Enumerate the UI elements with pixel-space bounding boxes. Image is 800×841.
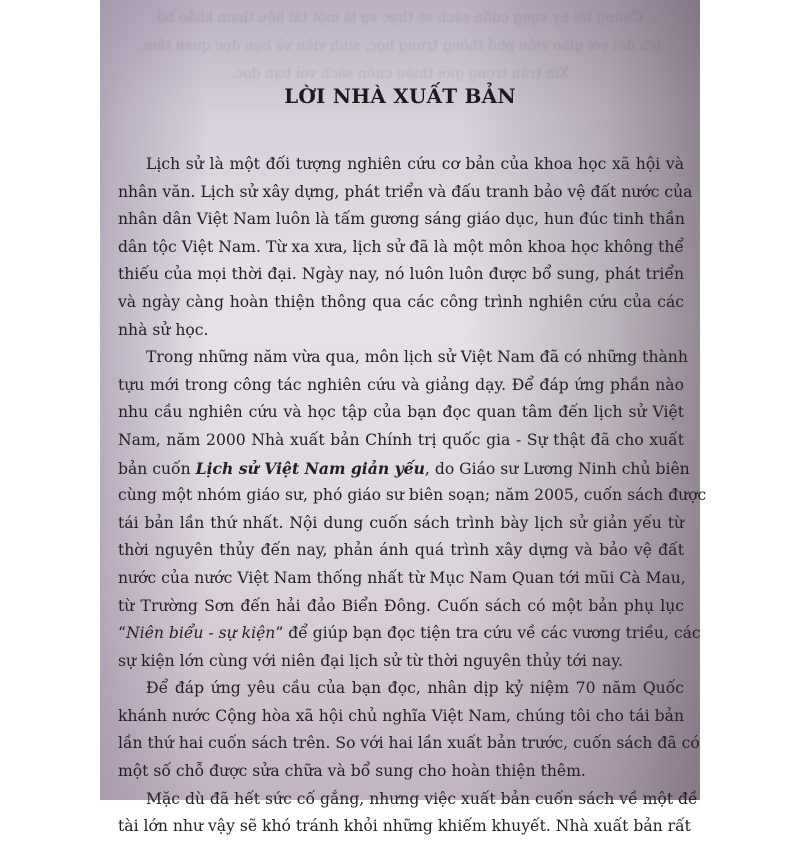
book-title: Lịch sử Việt Nam giản yếu — [195, 458, 425, 478]
paragraph-2 — [118, 344, 707, 675]
text-line: sự kiện lớn cùng với niên đại lịch sử từ thời nguyên thủy tới nay. — [118, 651, 623, 670]
text-line: Nam, năm 2000 Nhà xuất bản Chính trị quốc gia - Sự thật đã cho xuất — [118, 430, 684, 449]
text-fragment: ” để giúp bạn đọc tiện tra cứu về các vương triều, các — [275, 624, 701, 643]
paragraph-3 — [118, 675, 700, 785]
text-line: Để đáp ứng yêu cầu của bạn đọc, nhân dịp kỷ niệm 70 năm Quốc — [146, 679, 684, 698]
paragraph-4 — [118, 786, 698, 841]
text-line: tài lớn như vậy sẽ khó tránh khỏi những khiếm khuyết. Nhà xuất bản rất — [118, 817, 691, 836]
text-line: Lịch sử là một đối tượng nghiên cứu cơ bản của khoa học xã hội và — [146, 155, 684, 173]
text-line: Mặc dù đã hết sức cố gắng, nhưng việc xuất bản cuốn sách về một đề — [146, 789, 698, 808]
text-line: dân tộc Việt Nam. Từ xa xưa, lịch sử đã là một môn khoa học không thể — [118, 237, 684, 256]
text-line-with-book-title — [118, 455, 690, 483]
text-line: cùng một nhóm giáo sư, phó giáo sư biên soạn; năm 2005, cuốn sách được — [118, 486, 707, 505]
text-line: và ngày càng hoàn thiện thông qua các công trình nghiên cứu của các — [118, 292, 684, 311]
text-line: một số chỗ được sửa chữa và bổ sung cho hoàn thiện thêm. — [118, 762, 586, 781]
paragraph-1 — [118, 151, 693, 344]
text-line: nhân văn. Lịch sử xây dựng, phát triển và đấu tranh bảo vệ đất nước của — [118, 182, 693, 201]
text-line: thiếu của mọi thời đại. Ngày nay, nó luôn luôn được bổ sung, phát triển — [118, 265, 684, 284]
bleed-through-text: ích đối với giáo viên phổ thông trung học, sinh viên và bạn đọc quan tâm. — [139, 38, 661, 54]
bleed-through-text: Chúng tôi hy vọng cuốn sách sẽ thực sự là một tài liệu tham khảo bổ — [156, 10, 644, 26]
page-title: LỜI NHÀ XUẤT BẢN — [284, 84, 516, 108]
text-line: tựu mới trong công tác nghiên cứu và giảng dạy. Để đáp ứng phần nào — [118, 375, 684, 394]
book-page-photo — [100, 0, 707, 836]
text-fragment: bản cuốn — [118, 459, 196, 478]
text-line: nước của nước Việt Nam thống nhất từ Mục Nam Quan tới mũi Cà Mau, — [118, 568, 686, 587]
text-line: nhà sử học. — [118, 320, 209, 339]
text-fragment: “ — [118, 624, 126, 643]
text-line: tái bản lần thứ nhất. Nội dung cuốn sách trình bày lịch sử giản yếu từ — [118, 513, 684, 532]
appendix-title: Niên biểu - sự kiện — [125, 624, 276, 643]
text-line-with-appendix-title — [118, 620, 701, 648]
text-line: lần thứ hai cuốn sách trên. So với hai lần xuất bản trước, cuốn sách đã có — [118, 734, 700, 753]
text-line: nhu cầu nghiên cứu và học tập của bạn đọc quan tâm đến lịch sử Việt — [118, 403, 684, 422]
text-line: từ Trường Sơn đến hải đảo Biển Đông. Cuốn sách có một bản phụ lục — [118, 596, 684, 615]
text-fragment: , do Giáo sư Lương Ninh chủ biên — [424, 459, 690, 478]
document-body — [118, 151, 707, 841]
text-line: thời nguyên thủy đến nay, phản ánh quá trình xây dựng và bảo vệ đất — [118, 541, 684, 560]
bleed-through-text: Xin trân trọng giới thiệu cuốn sách với bạn đọc. — [230, 66, 570, 82]
text-line: Trong những năm vừa qua, môn lịch sử Việt Nam đã có những thành — [146, 348, 688, 367]
text-line: nhân dân Việt Nam luôn là tấm gương sáng giáo dục, hun đúc tinh thần — [118, 210, 685, 229]
text-line: khánh nước Cộng hòa xã hội chủ nghĩa Việt Nam, chúng tôi cho tái bản — [118, 706, 684, 725]
